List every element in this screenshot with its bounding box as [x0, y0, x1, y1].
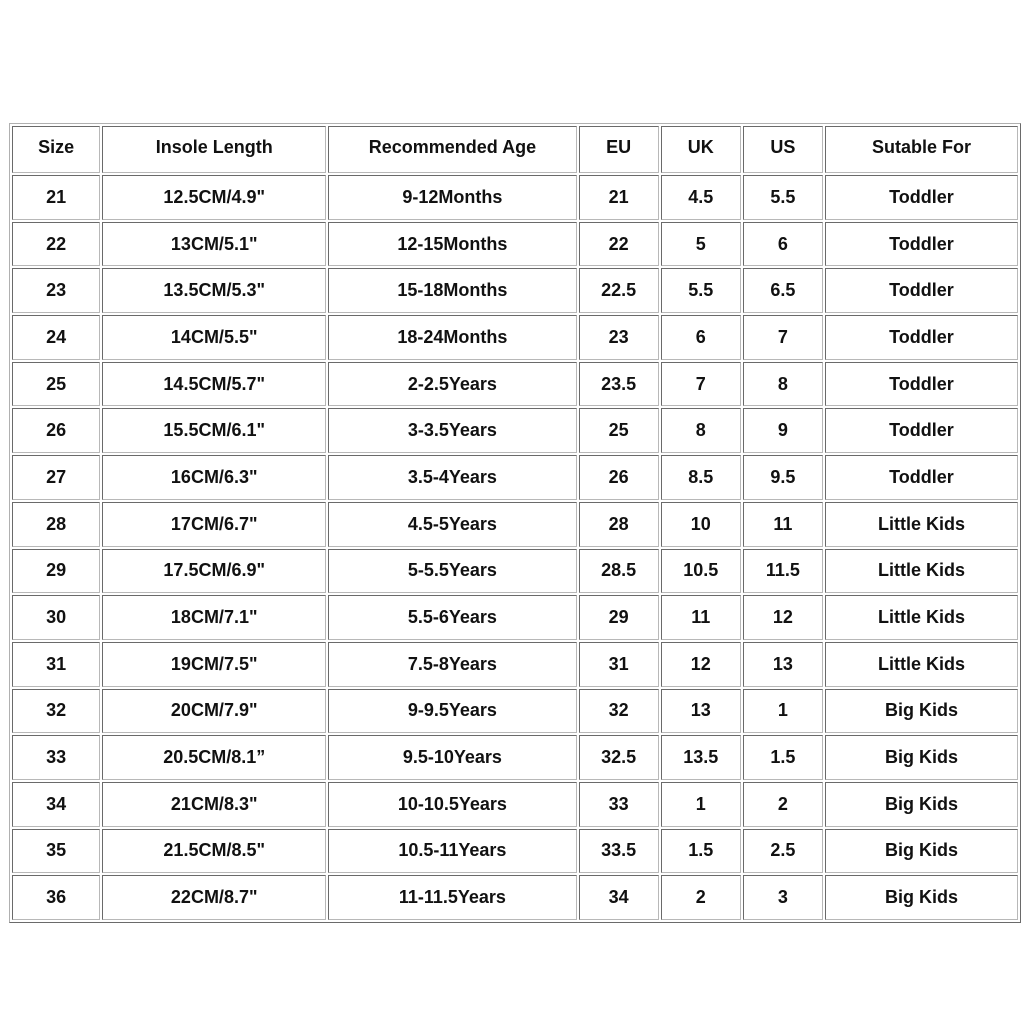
cell-uk: 1.5 [661, 829, 741, 874]
cell-us: 11 [743, 502, 823, 547]
cell-uk: 6 [661, 315, 741, 360]
cell-size: 33 [12, 735, 100, 780]
cell-suitable-for: Big Kids [825, 735, 1018, 780]
cell-insole-length: 19CM/7.5" [102, 642, 326, 687]
cell-insole-length: 20CM/7.9" [102, 689, 326, 734]
cell-uk: 10.5 [661, 549, 741, 594]
cell-insole-length: 12.5CM/4.9" [102, 175, 326, 220]
cell-us: 11.5 [743, 549, 823, 594]
cell-insole-length: 16CM/6.3" [102, 455, 326, 500]
cell-suitable-for: Little Kids [825, 502, 1018, 547]
cell-insole-length: 20.5CM/8.1” [102, 735, 326, 780]
table-row [12, 268, 1018, 313]
size-chart-table [9, 123, 1021, 923]
cell-uk: 8 [661, 408, 741, 453]
cell-size: 26 [12, 408, 100, 453]
cell-recommended-age: 5-5.5Years [328, 549, 577, 594]
cell-suitable-for: Little Kids [825, 549, 1018, 594]
cell-uk: 5.5 [661, 268, 741, 313]
table-row [12, 689, 1018, 734]
header-recommended-age: Recommended Age [328, 126, 577, 173]
cell-insole-length: 15.5CM/6.1" [102, 408, 326, 453]
table-row [12, 549, 1018, 594]
cell-recommended-age: 3.5-4Years [328, 455, 577, 500]
cell-eu: 22 [579, 222, 659, 267]
table-row [12, 222, 1018, 267]
cell-eu: 28.5 [579, 549, 659, 594]
cell-eu: 22.5 [579, 268, 659, 313]
cell-size: 31 [12, 642, 100, 687]
cell-eu: 26 [579, 455, 659, 500]
cell-insole-length: 17CM/6.7" [102, 502, 326, 547]
cell-us: 9 [743, 408, 823, 453]
cell-eu: 28 [579, 502, 659, 547]
cell-insole-length: 13CM/5.1" [102, 222, 326, 267]
cell-recommended-age: 2-2.5Years [328, 362, 577, 407]
cell-uk: 4.5 [661, 175, 741, 220]
cell-suitable-for: Toddler [825, 315, 1018, 360]
table-row [12, 362, 1018, 407]
cell-size: 23 [12, 268, 100, 313]
cell-eu: 25 [579, 408, 659, 453]
cell-insole-length: 14CM/5.5" [102, 315, 326, 360]
cell-size: 32 [12, 689, 100, 734]
cell-insole-length: 22CM/8.7" [102, 875, 326, 920]
header-insole-length: Insole Length [102, 126, 326, 173]
cell-recommended-age: 15-18Months [328, 268, 577, 313]
cell-suitable-for: Big Kids [825, 782, 1018, 827]
cell-insole-length: 13.5CM/5.3" [102, 268, 326, 313]
table-row [12, 595, 1018, 640]
cell-us: 8 [743, 362, 823, 407]
cell-recommended-age: 10.5-11Years [328, 829, 577, 874]
table-row [12, 502, 1018, 547]
table-body [12, 175, 1018, 920]
cell-suitable-for: Big Kids [825, 875, 1018, 920]
cell-recommended-age: 7.5-8Years [328, 642, 577, 687]
cell-us: 5.5 [743, 175, 823, 220]
cell-us: 2 [743, 782, 823, 827]
cell-size: 30 [12, 595, 100, 640]
cell-uk: 8.5 [661, 455, 741, 500]
cell-eu: 23.5 [579, 362, 659, 407]
header-size: Size [12, 126, 100, 173]
cell-size: 34 [12, 782, 100, 827]
cell-eu: 21 [579, 175, 659, 220]
cell-us: 12 [743, 595, 823, 640]
table-row [12, 829, 1018, 874]
table-row [12, 875, 1018, 920]
cell-size: 36 [12, 875, 100, 920]
cell-recommended-age: 4.5-5Years [328, 502, 577, 547]
cell-uk: 7 [661, 362, 741, 407]
cell-eu: 23 [579, 315, 659, 360]
cell-insole-length: 14.5CM/5.7" [102, 362, 326, 407]
cell-eu: 33.5 [579, 829, 659, 874]
cell-us: 6.5 [743, 268, 823, 313]
cell-us: 1.5 [743, 735, 823, 780]
header-uk: UK [661, 126, 741, 173]
cell-suitable-for: Toddler [825, 455, 1018, 500]
cell-suitable-for: Little Kids [825, 642, 1018, 687]
cell-us: 2.5 [743, 829, 823, 874]
cell-insole-length: 21CM/8.3" [102, 782, 326, 827]
cell-size: 21 [12, 175, 100, 220]
cell-uk: 12 [661, 642, 741, 687]
cell-uk: 10 [661, 502, 741, 547]
header-suitable-for: Sutable For [825, 126, 1018, 173]
cell-us: 3 [743, 875, 823, 920]
cell-us: 7 [743, 315, 823, 360]
cell-recommended-age: 12-15Months [328, 222, 577, 267]
cell-eu: 34 [579, 875, 659, 920]
cell-eu: 32.5 [579, 735, 659, 780]
table-row [12, 782, 1018, 827]
cell-us: 13 [743, 642, 823, 687]
cell-recommended-age: 11-11.5Years [328, 875, 577, 920]
cell-size: 24 [12, 315, 100, 360]
table-row [12, 408, 1018, 453]
cell-suitable-for: Toddler [825, 408, 1018, 453]
cell-suitable-for: Toddler [825, 175, 1018, 220]
cell-eu: 32 [579, 689, 659, 734]
cell-suitable-for: Big Kids [825, 689, 1018, 734]
cell-suitable-for: Big Kids [825, 829, 1018, 874]
cell-uk: 5 [661, 222, 741, 267]
cell-eu: 31 [579, 642, 659, 687]
cell-suitable-for: Toddler [825, 268, 1018, 313]
cell-uk: 13.5 [661, 735, 741, 780]
cell-us: 9.5 [743, 455, 823, 500]
table-row [12, 315, 1018, 360]
cell-size: 25 [12, 362, 100, 407]
cell-us: 1 [743, 689, 823, 734]
cell-eu: 29 [579, 595, 659, 640]
cell-recommended-age: 3-3.5Years [328, 408, 577, 453]
cell-recommended-age: 9-9.5Years [328, 689, 577, 734]
cell-uk: 13 [661, 689, 741, 734]
cell-size: 27 [12, 455, 100, 500]
cell-recommended-age: 9.5-10Years [328, 735, 577, 780]
cell-suitable-for: Little Kids [825, 595, 1018, 640]
table-row [12, 455, 1018, 500]
cell-insole-length: 21.5CM/8.5" [102, 829, 326, 874]
cell-size: 28 [12, 502, 100, 547]
cell-uk: 1 [661, 782, 741, 827]
cell-recommended-age: 5.5-6Years [328, 595, 577, 640]
cell-recommended-age: 10-10.5Years [328, 782, 577, 827]
header-eu: EU [579, 126, 659, 173]
cell-suitable-for: Toddler [825, 362, 1018, 407]
table-row [12, 642, 1018, 687]
cell-recommended-age: 18-24Months [328, 315, 577, 360]
cell-recommended-age: 9-12Months [328, 175, 577, 220]
cell-size: 22 [12, 222, 100, 267]
cell-us: 6 [743, 222, 823, 267]
cell-uk: 2 [661, 875, 741, 920]
cell-size: 35 [12, 829, 100, 874]
header-row [12, 126, 1018, 173]
cell-insole-length: 18CM/7.1" [102, 595, 326, 640]
table-row [12, 735, 1018, 780]
cell-uk: 11 [661, 595, 741, 640]
header-us: US [743, 126, 823, 173]
cell-insole-length: 17.5CM/6.9" [102, 549, 326, 594]
table-row [12, 175, 1018, 220]
cell-eu: 33 [579, 782, 659, 827]
cell-size: 29 [12, 549, 100, 594]
cell-suitable-for: Toddler [825, 222, 1018, 267]
